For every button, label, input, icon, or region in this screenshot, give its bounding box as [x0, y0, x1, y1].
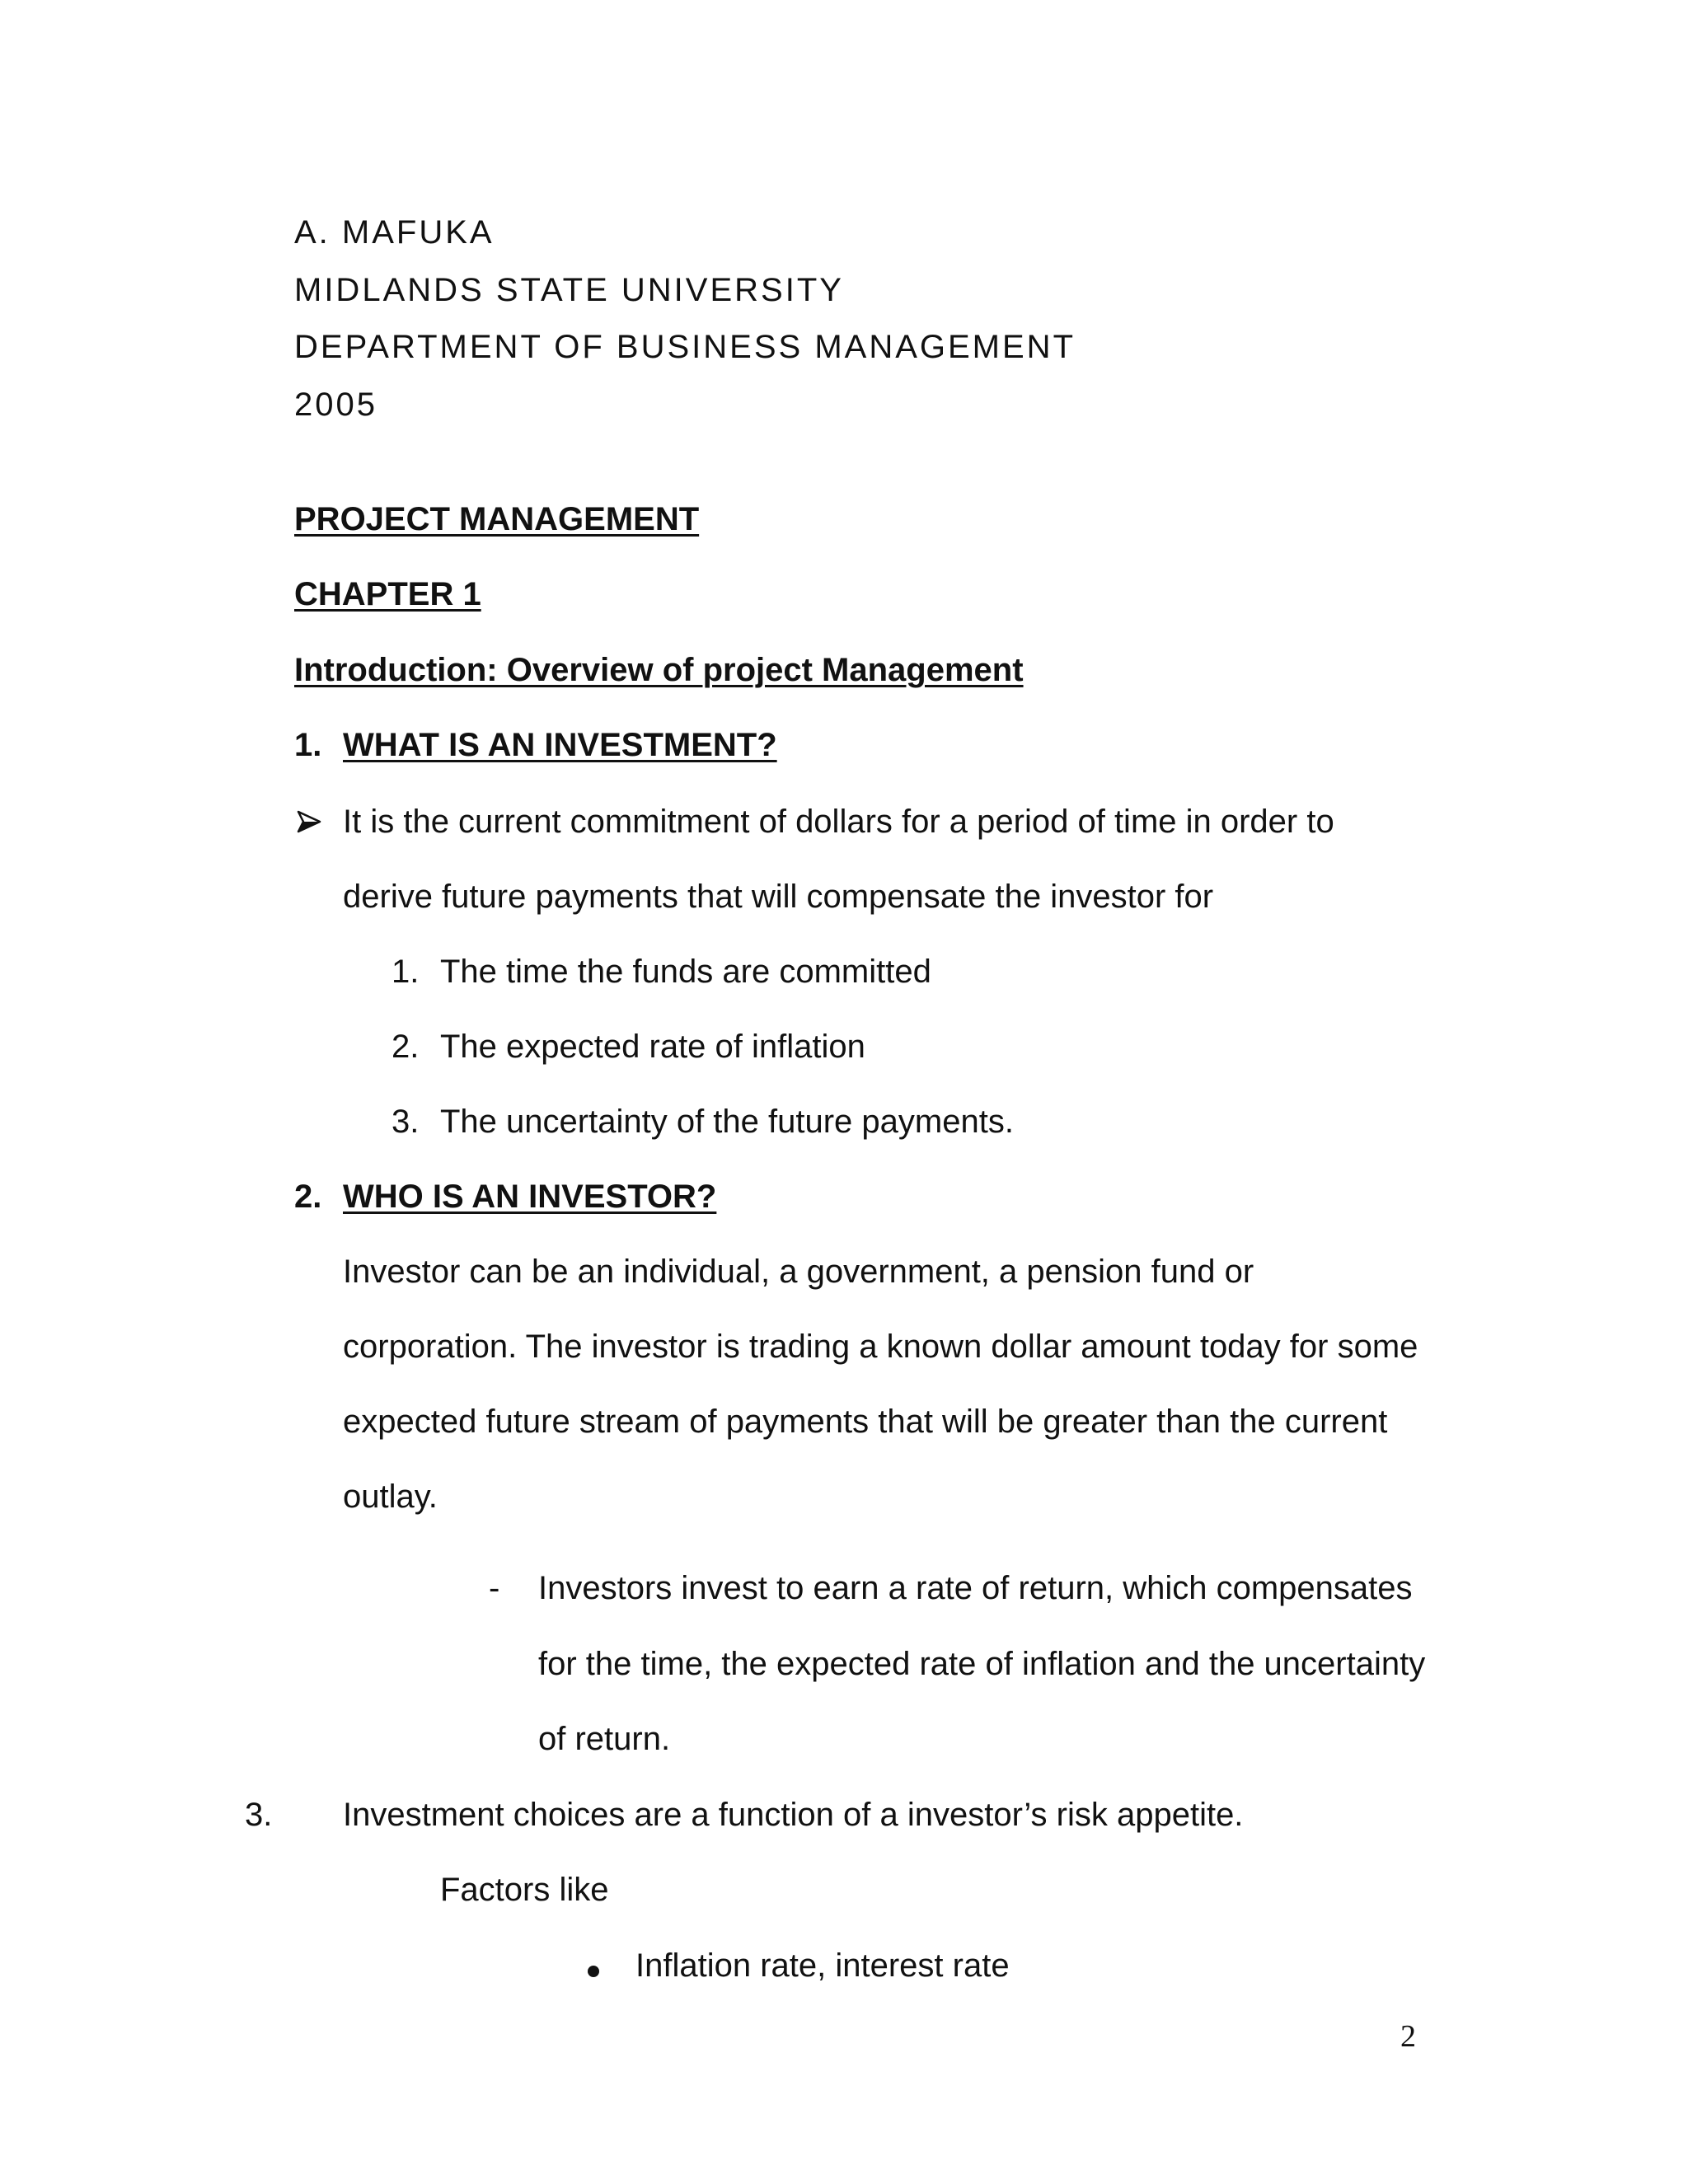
section1-bullet-line1: It is the current commitment of dollars for a period of time in order to — [343, 804, 1334, 840]
course-title: PROJECT MANAGEMENT — [294, 501, 700, 537]
year: 2005 — [294, 387, 377, 423]
section3-text: Investment choices are a function of a investor’s risk appetite. — [343, 1797, 1244, 1833]
intro-title: Introduction: Overview of project Management — [294, 652, 1024, 688]
section1-number: 1. — [294, 727, 322, 763]
section1-bullet-line2: derive future payments that will compensate the investor for — [343, 879, 1214, 915]
section2-para-line: outlay. — [343, 1479, 438, 1515]
list-item-number: 1. — [392, 954, 420, 990]
dash-line: of return. — [538, 1721, 671, 1757]
university-name: MIDLANDS STATE UNIVERSITY — [294, 272, 844, 308]
section1-heading: WHAT IS AN INVESTMENT? — [343, 727, 777, 763]
section2-para-line: corporation. The investor is trading a known dollar amount today for some — [343, 1329, 1418, 1365]
department-name: DEPARTMENT OF BUSINESS MANAGEMENT — [294, 329, 1076, 365]
section2-heading: WHO IS AN INVESTOR? — [343, 1179, 717, 1215]
list-item: The time the funds are committed — [440, 954, 931, 990]
bullet-dot-icon — [588, 1966, 599, 1977]
section2-number: 2. — [294, 1179, 322, 1215]
list-item: The expected rate of inflation — [440, 1029, 865, 1065]
chapter-title: CHAPTER 1 — [294, 576, 481, 612]
section2-para-line: Investor can be an individual, a government, a pension fund or — [343, 1254, 1254, 1290]
section2-para-line: expected future stream of payments that will be greater than the current — [343, 1404, 1388, 1440]
list-item-number: 2. — [392, 1029, 420, 1065]
dash-bullet: - — [489, 1570, 500, 1606]
author-name: A. MAFUKA — [294, 214, 495, 251]
factors-label: Factors like — [440, 1872, 609, 1908]
section3-number: 3. — [245, 1797, 273, 1833]
dash-line: Investors invest to earn a rate of return, which compensates — [538, 1570, 1413, 1606]
list-item: The uncertainty of the future payments. — [440, 1104, 1014, 1140]
list-item-number: 3. — [392, 1104, 420, 1140]
page-number: 2 — [1400, 2019, 1416, 2054]
dash-line: for the time, the expected rate of inflation and the uncertainty — [538, 1646, 1426, 1682]
factor-bullet-item: Inflation rate, interest rate — [635, 1947, 1010, 1984]
arrow-bullet-icon — [297, 809, 321, 834]
